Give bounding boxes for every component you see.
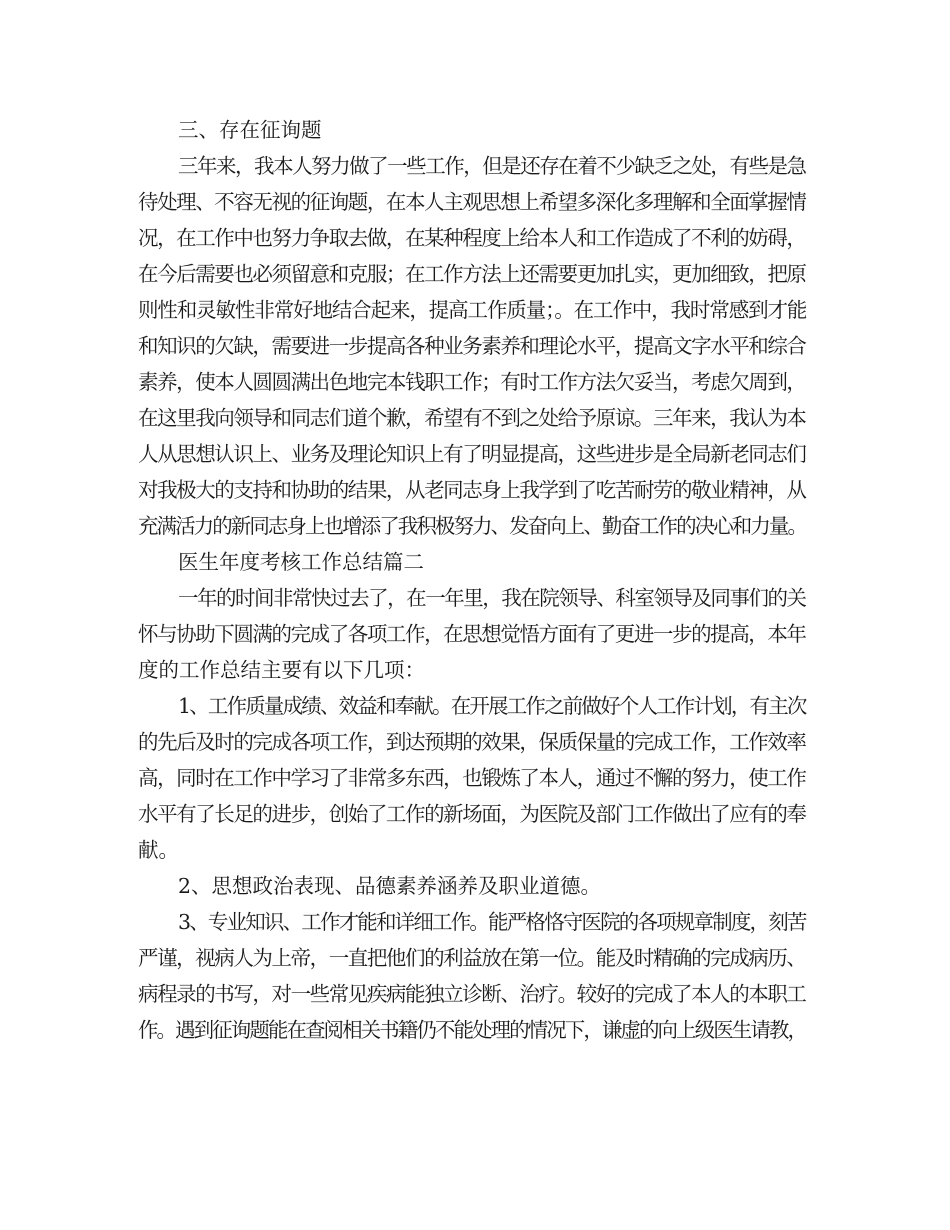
paragraph-line: 素养，使本人圆圆满出色地完本钱职工作；有时工作方法欠妥当，考虑欠周到， [138, 370, 806, 394]
paragraph-line: 作。遇到征询题能在查阅相关书籍仍不能处理的情况下，谦虚的向上级医生请教， [138, 1018, 806, 1042]
paragraph-line: 病程录的书写，对一些常见疾病能独立诊断、治疗。较好的完成了本人的本职工 [138, 982, 806, 1006]
paragraph-line: 三年来，我本人努力做了一些工作，但是还存在着不少缺乏之处，有些是急 [178, 154, 806, 178]
article-title: 医生年度考核工作总结篇二 [178, 550, 424, 574]
paragraph-line: 人从思想认识上、业务及理论知识上有了明显提高，这些进步是全局新老同志们 [138, 442, 806, 466]
paragraph-line: 献。 [138, 838, 179, 862]
paragraph-line: 对我极大的支持和协助的结果，从老同志身上我学到了吃苦耐劳的敬业精神，从 [138, 478, 806, 502]
paragraph-line: 水平有了长足的进步，创始了工作的新场面，为医院及部门工作做出了应有的奉 [138, 802, 806, 826]
paragraph-line: 在这里我向领导和同志们道个歉，希望有不到之处给予原谅。三年来，我认为本 [138, 406, 806, 430]
paragraph-line: 的先后及时的完成各项工作，到达预期的效果，保质保量的完成工作，工作效率 [138, 730, 806, 754]
list-item-line: 1、工作质量成绩、效益和奉献。在开展工作之前做好个人工作计划，有主次 [178, 694, 806, 718]
list-item-line: 2、思想政治表现、品德素养涵养及职业道德。 [178, 874, 602, 898]
paragraph-line: 在今后需要也必须留意和克服；在工作方法上还需要更加扎实，更加细致，把原 [138, 262, 806, 286]
paragraph-line: 怀与协助下圆满的完成了各项工作，在思想觉悟方面有了更进一步的提高，本年 [138, 622, 806, 646]
list-item-line: 3、专业知识、工作才能和详细工作。能严格恪守医院的各项规章制度，刻苦 [178, 910, 806, 934]
paragraph-line: 严谨，视病人为上帝，一直把他们的利益放在第一位。能及时精确的完成病历、 [138, 946, 806, 970]
paragraph-line: 则性和灵敏性非常好地结合起来，提高工作质量；。在工作中，我时常感到才能 [138, 298, 807, 322]
section-heading: 三、存在征询题 [178, 118, 322, 142]
paragraph-line: 况，在工作中也努力争取去做，在某种程度上给本人和工作造成了不利的妨碍， [138, 226, 806, 250]
paragraph-line: 充满活力的新同志身上也增添了我积极努力、发奋向上、勤奋工作的决心和力量。 [138, 514, 806, 538]
paragraph-line: 和知识的欠缺，需要进一步提高各种业务素养和理论水平，提高文字水平和综合 [138, 334, 806, 358]
paragraph-line: 待处理、不容无视的征询题，在本人主观思想上希望多深化多理解和全面掌握情 [138, 190, 806, 214]
paragraph-line: 度的工作总结主要有以下几项： [138, 658, 425, 682]
paragraph-line: 高，同时在工作中学习了非常多东西，也锻炼了本人，通过不懈的努力，使工作 [138, 766, 806, 790]
paragraph-line: 一年的时间非常快过去了，在一年里，我在院领导、科室领导及同事们的关 [178, 586, 806, 610]
